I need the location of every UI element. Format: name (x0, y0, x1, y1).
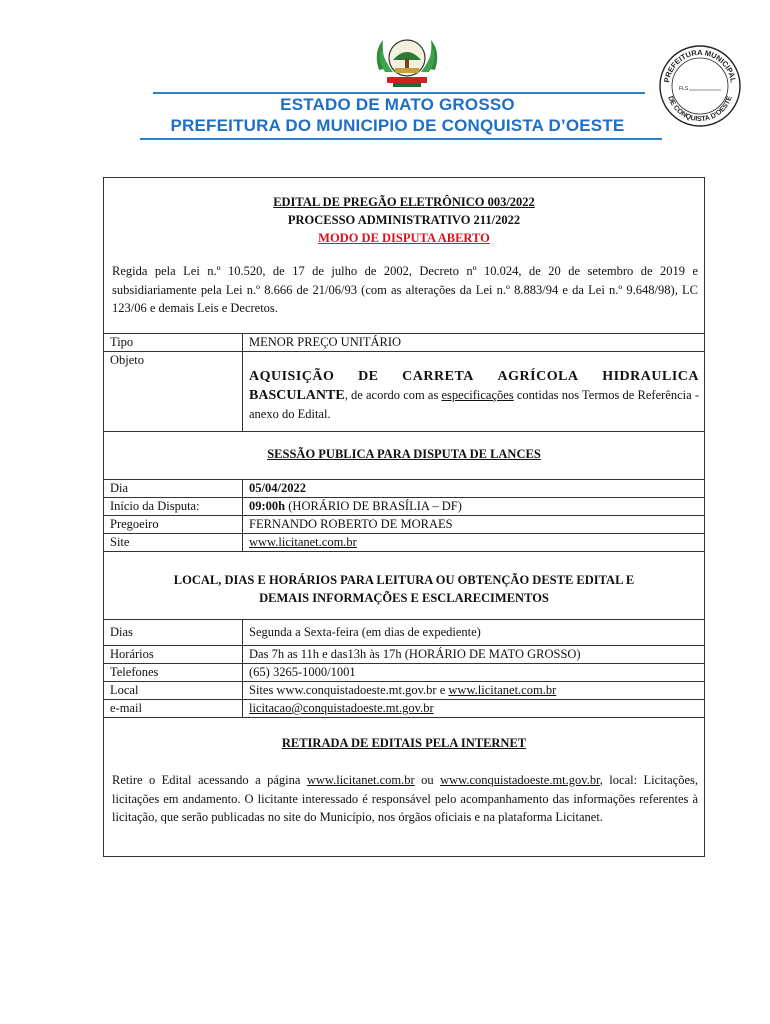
svg-text:DE CONQUISTA D'OESTE: DE CONQUISTA D'OESTE (666, 95, 734, 124)
row-pregoeiro: Pregoeiro FERNANDO ROBERTO DE MORAES (104, 515, 704, 533)
objeto-text: AQUISIÇÃO DE CARRETA AGRÍCOLA HIDRAULICA BASCULANTE, de acordo com as especificações contidas nos Termos de Referência - anexo do Edital. (249, 369, 699, 421)
dispute-mode: MODO DE DISPUTA ABERTO (318, 231, 490, 245)
retirada-link-licitanet[interactable]: www.licitanet.com.br (306, 773, 415, 787)
dias-value: Segunda a Sexta-feira (em dias de expediente) (249, 625, 481, 639)
objeto-label: Objeto (110, 353, 145, 367)
page-stamp-seal (657, 43, 743, 129)
local-heading-1: LOCAL, DIAS E HORÁRIOS PARA LEITURA OU OBTENÇÃO DESTE EDITAL E (173, 573, 635, 587)
email-link[interactable]: licitacao@conquistadoeste.mt.gov.br (249, 701, 434, 715)
site-link[interactable]: www.licitanet.com.br (249, 535, 357, 549)
row-local: Local Sites www.conquistadoeste.mt.gov.br e www.licitanet.com.br (104, 681, 704, 699)
municipal-crest-icon (371, 30, 443, 90)
letterhead (0, 0, 770, 145)
local-value: Sites www.conquistadoeste.mt.gov.br e www.licitanet.com.br (249, 683, 557, 697)
inicio-value: 09:00h (HORÁRIO DE BRASÍLIA – DF) (249, 499, 462, 513)
row-telefones: Telefones (65) 3265-1000/1001 (104, 663, 704, 681)
row-inicio: Início da Disputa: 09:00h (HORÁRIO DE BRASÍLIA – DF) (104, 497, 704, 515)
retirada-text: Retire o Edital acessando a página www.licitanet.com.br ou www.conquistadoeste.mt.gov.br, local: Licitações, licitações em andamento. O licitante interessado é responsável pelo acompanhamento das informações referentes à licitação, que serão publicadas no site do Município, nos órgãos oficiais e na plataforma Licitanet. (112, 773, 698, 824)
row-site: Site www.licitanet.com.br (104, 533, 704, 551)
header-rule-bottom (140, 138, 662, 140)
tipo-label: Tipo (110, 335, 134, 349)
svg-text:FLS: FLS (679, 86, 689, 92)
telefones-value: (65) 3265-1000/1001 (249, 665, 356, 679)
header-rule-top (153, 92, 645, 94)
objeto-line1: AQUISIÇÃO DE CARRETA AGRÍCOLA HIDRAULICA (249, 369, 699, 384)
state-name: ESTADO DE MATO GROSSO (280, 95, 515, 114)
row-objeto (104, 351, 704, 431)
legal-basis: Regida pela Lei n.º 10.520, de 17 de julho de 2002, Decreto nº 10.024, de 20 de setembro de 2019 e subsidiariamente pela Lei n.º 8.666 de 21/06/93 (com as alterações da Lei n.º 8.883/94 e da Lei n.º 9.648/98), LC 123/06 e demais Leis e Decretos. (112, 264, 698, 315)
horarios-value: Das 7h as 11h e das13h às 17h (HORÁRIO DE MATO GROSSO) (249, 647, 581, 661)
dia-value: 05/04/2022 (249, 481, 306, 495)
city-name: PREFEITURA DO MUNICIPIO DE CONQUISTA D’OESTE (170, 116, 625, 135)
tipo-value: MENOR PREÇO UNITÁRIO (249, 335, 402, 349)
row-dias: Dias Segunda a Sexta-feira (em dias de expediente) (104, 619, 704, 645)
row-tipo (104, 333, 704, 351)
row-dia: Dia 05/04/2022 (104, 479, 704, 497)
row-horarios: Horários Das 7h as 11h e das13h às 17h (HORÁRIO DE MATO GROSSO) (104, 645, 704, 663)
edital-frame (103, 177, 705, 857)
local-heading-2: DEMAIS INFORMAÇÕES E ESCLARECIMENTOS (259, 591, 549, 605)
retirada-link-conquista[interactable]: www.conquistadoeste.mt.gov.br (440, 773, 600, 787)
session-heading: SESSÃO PUBLICA PARA DISPUTA DE LANCES (267, 447, 541, 461)
licitanet-link[interactable]: www.licitanet.com.br (448, 683, 557, 697)
edital-title: EDITAL DE PREGÃO ELETRÔNICO 003/2022 (273, 195, 535, 209)
row-email: e-mail licitacao@conquistadoeste.mt.gov.br (104, 699, 704, 717)
session-heading-row (104, 431, 704, 479)
pregoeiro-value: FERNANDO ROBERTO DE MORAES (249, 517, 453, 531)
local-heading-row (104, 551, 704, 619)
retirada-heading: RETIRADA DE EDITAIS PELA INTERNET (281, 736, 527, 750)
process-number: PROCESSO ADMINISTRATIVO 211/2022 (287, 213, 521, 227)
svg-text:PREFEITURA MUNICIPAL: PREFEITURA MUNICIPAL (662, 47, 738, 84)
